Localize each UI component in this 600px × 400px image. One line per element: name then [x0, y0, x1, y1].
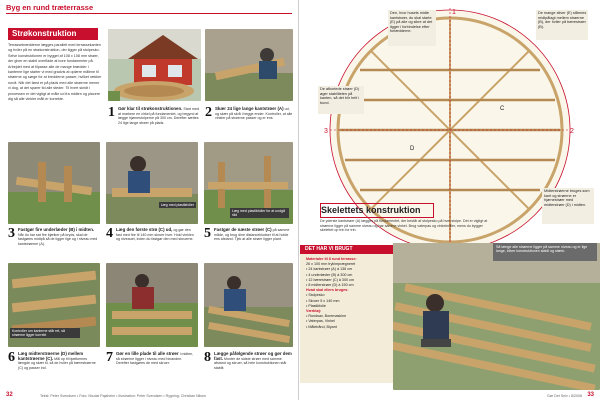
- step-1-text: Start med at markere en cirkel på fundamentet, og begynd at lægge hjørnestolperne på 300 cm. Derefter sættes 24 lige lange strøer på plads.: [118, 107, 199, 125]
- callout-4: Midterstrøerne bruges som kant og strøerne er hjørnestrøer med midterstrøer (D) i midten.: [544, 189, 590, 207]
- step-8-number: 8: [204, 350, 211, 365]
- materials-item: • 4 underlæder (B) á 300 cm: [306, 272, 353, 277]
- step-3-title: Fastgør fire underlæder (B) i midten.: [18, 227, 95, 232]
- diagram-label-D: D: [410, 146, 415, 152]
- photo-4-label: Læg med plastikfolier: [160, 203, 194, 207]
- step-3-caption: [18, 228, 98, 246]
- step-1-caption: [118, 107, 200, 125]
- photo-3: [8, 142, 100, 224]
- materials-item: • Vaterpas, Vinkel: [306, 319, 335, 324]
- photo-1-image: [108, 29, 201, 101]
- intro-text: Terrassebrædderne lægges parallelt med terrassekanten og hviler på en strøkonstruktion, der ligger på stolpesko. Selve konstruktionen er bygget af 108 x 108 mm strøer, der giver en stabil overflade at bore fundamenter på. Arbejdet med at tilpasse alle de mange brædder i kanterne lige starter vi med gradvis at oplære målene til strøerne og sørge for at bredderne passer, hvilket rækker rundt. Når det først er på plads med alle strøerne mener vi dog, at det sparer tid alle steder. Til hvert skridt i processen er det vigtigt at måle ud fra midten og placere dig så alle vinkler målt er korrekte.: [8, 43, 102, 102]
- step-5-number: 5: [204, 226, 211, 241]
- step-1-title: Gør klar til strøkonstruktionen.: [118, 106, 183, 111]
- step-1-number: 1: [108, 105, 115, 120]
- photo-2: [205, 29, 293, 101]
- step-3-number: 3: [8, 226, 15, 241]
- left-footer: Tekst: Peter Svendsen • Foto: Nicolai Pajaheim • Illustration: Peter Svendsen • Rygning: Christian Nilsen: [40, 394, 206, 398]
- step-2-text: ud, og skær på skrå i begge ender. Kontroller, at alle vinkler på strøerne passer og er ens.: [215, 107, 293, 121]
- materials-item: • Plastikfolie: [306, 303, 326, 308]
- callout-2: De mange stiver (E) stårmes midtpålagt mellem strøerne (B), der hviler på bærestrøer (B).: [538, 11, 587, 29]
- step-7-number: 7: [106, 350, 113, 365]
- materials-item: • 8 midterstrøer (D) á 150 cm: [306, 283, 354, 288]
- left-page-number: 32: [6, 392, 13, 398]
- bottom-photo-image: [393, 243, 600, 390]
- photo-7: [106, 263, 198, 347]
- diagram-label-C: C: [500, 106, 505, 112]
- materials-heading: DET HAR VI BRUGT: [300, 245, 393, 254]
- step-5-caption: [214, 228, 294, 242]
- step-7-title: Gør en lille plade til alle strøer: [116, 351, 179, 356]
- step-4-number: 4: [106, 226, 113, 241]
- photo-5: [204, 142, 293, 224]
- step-7-text: i midten, så strøerne ligger i niveau med hinanden. Derefter fastgøres de med skruer.: [116, 352, 194, 366]
- materials-item: Værktøj:: [306, 309, 321, 314]
- step-4-caption: [116, 228, 196, 242]
- left-page: [0, 0, 299, 400]
- step-7-caption: [116, 352, 196, 366]
- photo-1: [108, 29, 201, 101]
- materials-item: Materialer til 8 rund terrasse:: [306, 257, 357, 261]
- bottom-photo: [393, 243, 600, 390]
- step-5-title: Fastgør de næste strøer (C): [214, 227, 272, 232]
- materials-item: Hvad skal ellers bruges:: [306, 288, 349, 293]
- photo-3-image: [8, 142, 100, 224]
- diagram-label-3: 3: [324, 128, 328, 135]
- materials-item: • Skruer 5 x 140 mm: [306, 298, 340, 303]
- photo-2-image: [205, 29, 293, 101]
- step-4-title: Læg den første strø (C) ud,: [116, 227, 173, 232]
- step-8-caption: [214, 352, 294, 370]
- step-2-number: 2: [205, 105, 212, 120]
- grey-note: Så længe alle strøerne ligger på samme niveau og er lige lange, bliver konstruktionen stabil og stærk.: [493, 243, 597, 261]
- step-5-text: på samme måde, og brug dine distanceklodser til at holde ens afstand. Tjek at alle strøer ligger plant.: [214, 228, 290, 242]
- step-6-caption: [18, 352, 98, 370]
- section-body-2: De yderste kantstrøer (A) lægges på fundamentet, der består af stolpesko på hver stolpe. Det er vigtigt at strøerne ligger på samme niveau og har samme vinkel. Brug vaterpas og vinkelmåler, mens du bygger skelettet op trin for trin.: [320, 219, 488, 233]
- right-page-number: 33: [587, 392, 594, 398]
- right-page: [300, 0, 600, 400]
- diagram-label-2: 2: [570, 128, 574, 135]
- materials-item: • Stolpesko: [306, 293, 325, 298]
- step-6-number: 6: [8, 350, 15, 365]
- materials-list: [306, 257, 390, 330]
- callout-3: De afkortede strøer (D) øger stabiliteten på kanten, så det blir helt i bund.: [320, 87, 360, 105]
- photo-8: [204, 263, 293, 347]
- photo-4: [106, 142, 198, 224]
- right-footer: Gør Det Selv • 8/2008: [546, 394, 582, 398]
- materials-item: • 12 bærestrøer (C) á 300 cm: [306, 277, 355, 282]
- photo-6: [8, 263, 100, 347]
- step-8-title: Lægge påfølgende strøer og gør dem fast.: [214, 351, 292, 361]
- photo-6-label: Kontroller om kanterne står ret, så strøerne ligger korrekt: [10, 328, 80, 338]
- section-title-2: Skelettets konstruktion: [321, 205, 421, 215]
- materials-item: • 24 kantstrøer (A) á 136 cm: [306, 267, 353, 272]
- step-3-text: Når du har sat fire bjælker på kryds, skal de fastgøres midtpå så de ligger lige og i niveau med kantstrøerne (A).: [18, 232, 98, 246]
- callout-1: Den, hvor husets midte kantstrøer, du skal starte (E) på alle og sikre at det ligger i forbindelse efter forlædderne.: [390, 11, 433, 34]
- step-6-title: Læg midterstrøerne (D) mellem kantstrøerne (C).: [18, 351, 84, 361]
- photo-8-image: [204, 263, 293, 347]
- step-2-caption: [215, 107, 293, 121]
- photo-5-label: Læg med plastikfolier for at undgå råd: [230, 208, 289, 218]
- photo-7-image: [106, 263, 198, 347]
- diagram-label-1: 1: [452, 9, 456, 16]
- section-title: Strøkonstruktion: [8, 28, 98, 40]
- materials-item: • Målebånd, Blyant: [306, 324, 337, 329]
- step-8-text: Monter de sidste strøer med samme afstand og skruer, så hele konstruktionen står stabilt.: [214, 356, 287, 370]
- step-4-text: og gør den fast med fire til 140 mm skruer hver. Hold vinklen og niveauet, inden du fastgør den med skruerne.: [116, 228, 194, 242]
- materials-item: • Rundsav, Boremaskine: [306, 314, 347, 319]
- materials-item: 26 x 100 mm trykimprægneret: [306, 262, 356, 267]
- kicker-rule: [6, 13, 292, 14]
- step-2-title: Skær 24 lige lange kantstrøer (A): [215, 106, 284, 111]
- page-kicker: Byg en rund træterrasse: [6, 3, 94, 12]
- photo-4-image: [106, 142, 198, 224]
- step-6-text: Mål op til bjælkernes længde og skær til, så de hviler på bærestrøerne (C) og passer ind.: [18, 356, 96, 370]
